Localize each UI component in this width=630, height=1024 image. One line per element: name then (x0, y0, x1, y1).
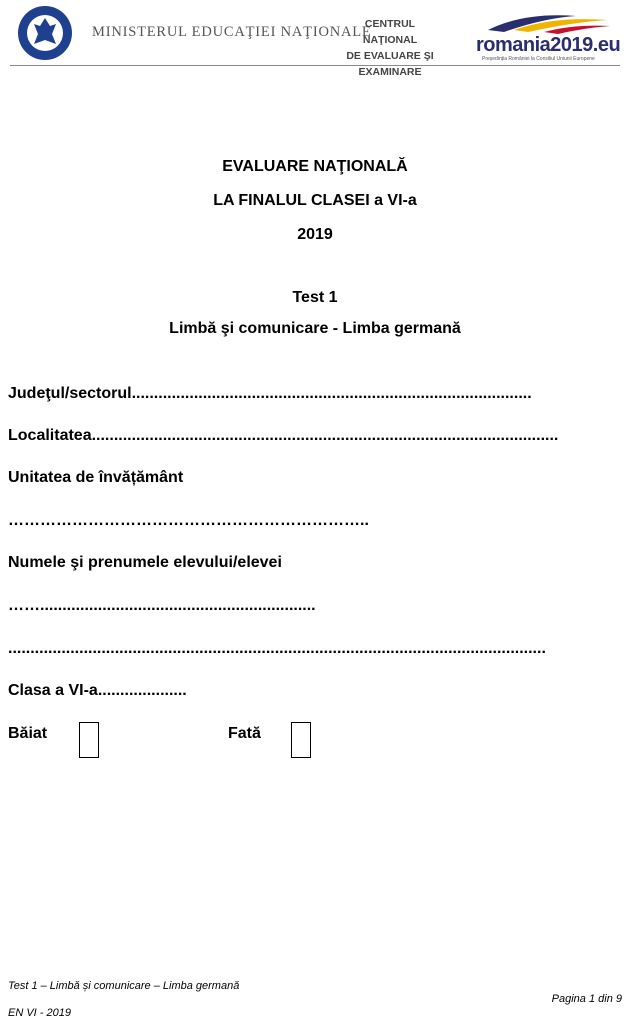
title-line2: LA FINALUL CLASEI a VI-a (213, 192, 417, 209)
student-name-label: Numele şi prenumele elevului/elevei (8, 554, 282, 571)
title-subject: Limbă şi comunicare - Limba germană (169, 320, 461, 337)
footer-page-number: Pagina 1 din 9 (551, 993, 622, 1005)
boy-label: Băiat (8, 725, 48, 742)
romania2019-tagline: Președinția României la Consiliul Uniunii Europene (482, 56, 595, 62)
student-name-field-line2[interactable]: ......................................................................................................................... (8, 640, 546, 657)
title-line1: EVALUARE NAŢIONALĂ (222, 158, 408, 175)
school-field[interactable]: ………………………………………………………….. (8, 512, 369, 529)
government-seal-icon (14, 4, 76, 62)
romania2019-logo (476, 8, 620, 64)
header-divider (10, 65, 620, 66)
page-header (0, 0, 630, 78)
footer-subject: Test 1 – Limbă și comunicare – Limba germană (8, 980, 240, 992)
title-year: 2019 (297, 226, 333, 243)
school-label: Unitatea de învățământ (8, 469, 184, 486)
evaluation-center-name: CENTRUL NAŢIONAL DE EVALUARE ŞI EXAMINARE (346, 18, 434, 78)
title-test: Test 1 (292, 289, 338, 306)
girl-checkbox[interactable] (291, 722, 311, 758)
ministry-name: MINISTERUL EDUCAŢIEI NAŢIONALE (92, 24, 372, 40)
class-field[interactable]: Clasa a VI-a.................... (8, 682, 187, 699)
footer-exam-code: EN VI - 2019 (8, 1007, 71, 1019)
romania2019-wordmark: romania2019.eu (476, 34, 621, 56)
county-field[interactable]: Judeţul/sectorul.......................................................................................... (8, 385, 532, 402)
girl-label: Fată (228, 725, 261, 742)
student-name-field-line1[interactable]: …….............................................................. (8, 597, 316, 614)
boy-checkbox[interactable] (79, 722, 99, 758)
locality-field[interactable]: Localitatea......................................................................................................... (8, 427, 559, 444)
romania2019-mark-icon (484, 10, 612, 34)
